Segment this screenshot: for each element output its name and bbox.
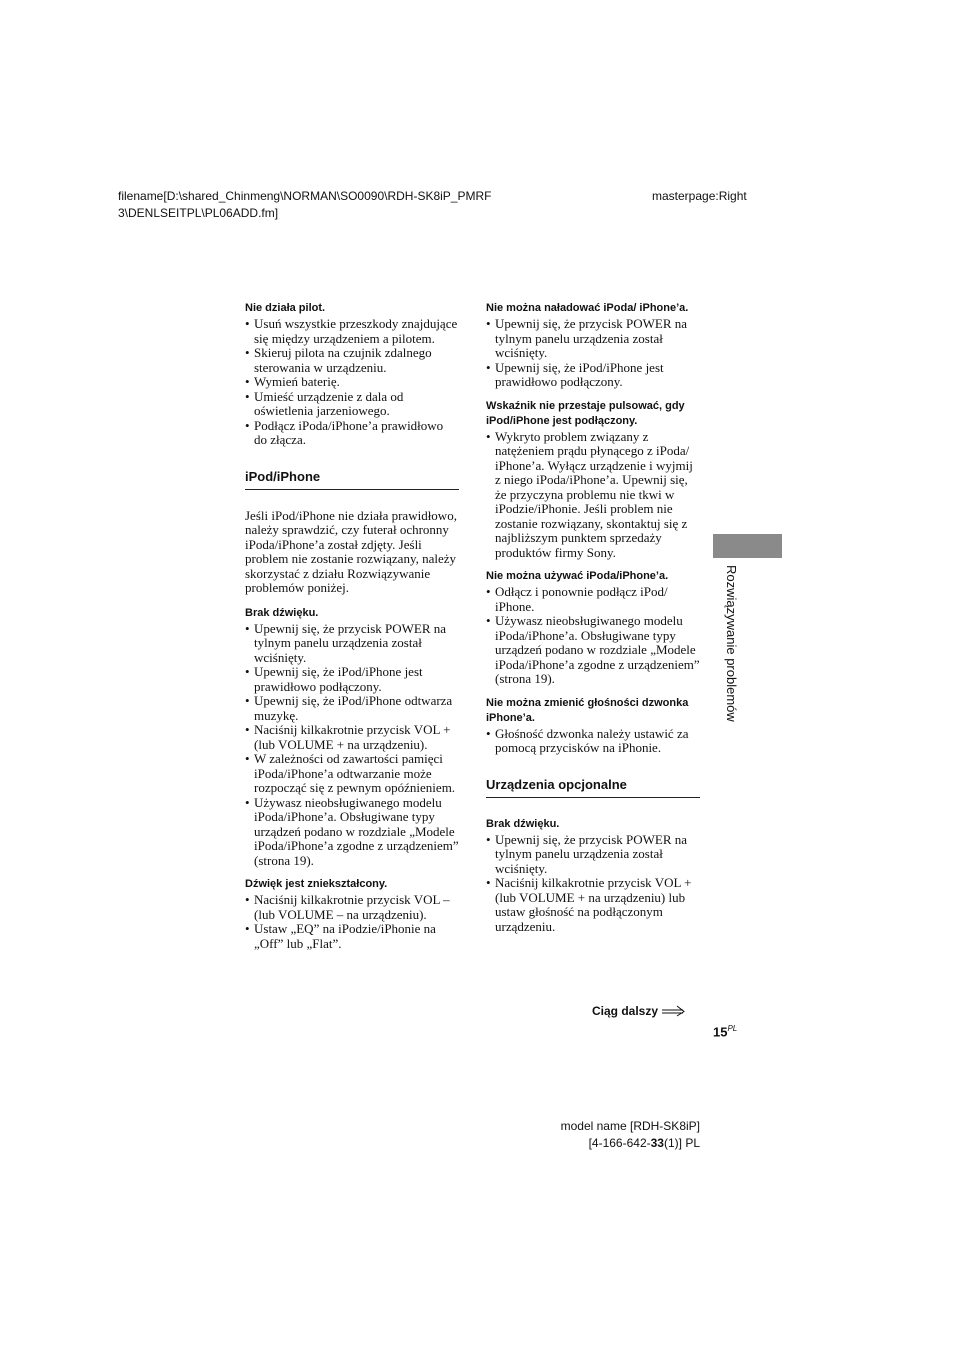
list-item: • Odłącz i ponownie podłącz iPod/ iPhone. xyxy=(486,585,700,614)
question-no-sound: Brak dźwięku. xyxy=(245,606,319,619)
question-cannot-use: Nie można używać iPoda/iPhone’a. xyxy=(486,570,669,582)
list-charge xyxy=(486,317,700,390)
list-item: • Ustaw „EQ” na iPodzie/iPhonie na „Off” lub „Flat”. xyxy=(245,922,459,951)
list-cannot-use xyxy=(486,585,700,687)
question-distorted: Dźwięk jest zniekształcony. xyxy=(245,878,388,890)
right-column xyxy=(486,301,700,943)
list-item: • Wymień baterię. xyxy=(245,375,459,390)
list-item: • W zależności od zawartości pamięci iPoda/iPhone’a odtwarzanie może rozpocząć się z pewnym opóźnieniem. xyxy=(245,752,459,796)
list-item: • Naciśnij kilkakrotnie przycisk VOL + (lub VOLUME + na urządzeniu) lub ustaw głośność na podłączonym urządzeniu. xyxy=(486,876,700,934)
continued-label: Ciąg dalszy xyxy=(592,1004,659,1018)
side-tab-label: Rozwiązywanie problemów xyxy=(724,565,739,722)
intro-paragraph: Jeśli iPod/iPhone nie działa prawidłowo, należy sprawdzić, czy futerał ochronny iPoda/iPhone’a został zdjęty. Jeśli problem nie zostanie rozwiązany, należy skorzystać z działu Rozwiązywanie problemów poniżej. xyxy=(245,507,457,595)
footer-code-prefix: [4-166-642- xyxy=(588,1136,651,1150)
list-item: • Upewnij się, że przycisk POWER na tylnym panelu urządzenia został wciśnięty. xyxy=(245,622,459,666)
header-filename xyxy=(118,188,578,222)
list-item: • Wykryto problem związany z natężeniem prądu płynącego z iPoda/ iPhone’a. Wyłącz urządzenie i wyjmij z niego iPoda/iPhone’a. Upewnij się, że przyczyna problemu nie tkwi w iPodzie/iPhonie. Jeśli problem nie zostanie rozwiązany, skontaktuj się z najbliższym punktem sprzedaży produktów firmy Sony. xyxy=(486,430,700,561)
footer-model: model name [RDH-SK8iP] xyxy=(560,1119,700,1133)
page-number xyxy=(713,1024,737,1039)
header-masterpage: masterpage:Right xyxy=(652,189,747,203)
footer-code-bold: 33 xyxy=(650,1136,664,1150)
list-item: • Upewnij się, że przycisk POWER na tylnym panelu urządzenia został wciśnięty. xyxy=(486,833,700,877)
list-distorted xyxy=(245,893,459,951)
list-item: • Używasz nieobsługiwanego modelu iPoda/iPhone’a. Obsługiwane typy urządzeń podano w rozdziale „Modele iPoda/iPhone’a zgodne z urządzeniem” (strona 19). xyxy=(245,796,459,869)
header-filename-line1: filename[D:\shared_Chinmeng\NORMAN\SO0090\RDH-SK8iP_PMRF xyxy=(118,189,492,203)
list-remote xyxy=(245,317,459,448)
list-item: • Skieruj pilota na czujnik zdalnego sterowania w urządzeniu. xyxy=(245,346,459,375)
list-item: • Umieść urządzenie z dala od oświetlenia jarzeniowego. xyxy=(245,390,459,419)
left-column xyxy=(245,301,459,960)
question-indicator: Wskaźnik nie przestaje pulsować, gdy iPod/iPhone jest podłączony. xyxy=(486,399,685,427)
arrow-right-icon xyxy=(662,1005,686,1017)
header-filename-line2: 3\DENLSEITPL\PL06ADD.fm] xyxy=(118,206,279,220)
footer xyxy=(561,1118,700,1152)
question-charge: Nie można naładować iPoda/ iPhone’a. xyxy=(486,302,689,314)
section-title-optional: Urządzenia opcjonalne xyxy=(486,777,700,798)
side-tab-marker xyxy=(713,534,782,558)
list-item: • Upewnij się, że iPod/iPhone jest prawidłowo podłączony. xyxy=(245,665,459,694)
list-item: • Upewnij się, że iPod/iPhone odtwarza muzykę. xyxy=(245,694,459,723)
list-optional-no-sound xyxy=(486,833,700,935)
footer-code-suffix: (1)] PL xyxy=(663,1136,700,1150)
list-item: • Głośność dzwonka należy ustawić za pomocą przycisków na iPhonie. xyxy=(486,727,700,756)
list-item: • Naciśnij kilkakrotnie przycisk VOL + (lub VOLUME + na urządzeniu). xyxy=(245,723,459,752)
list-ringer xyxy=(486,727,700,756)
list-item: • Używasz nieobsługiwanego modelu iPoda/iPhone’a. Obsługiwane typy urządzeń podano w rozdziale „Modele iPoda/iPhone’a zgodne z urządzeniem” (strona 19). xyxy=(486,614,700,687)
list-item: • Podłącz iPoda/iPhone’a prawidłowo do złącza. xyxy=(245,419,459,448)
list-indicator xyxy=(486,430,700,561)
continued-note xyxy=(592,1003,686,1019)
list-item: • Naciśnij kilkakrotnie przycisk VOL – (lub VOLUME – na urządzeniu). xyxy=(245,893,459,922)
question-optional-no-sound: Brak dźwięku. xyxy=(486,817,560,830)
page-lang: PL xyxy=(727,1024,738,1033)
list-item: • Usuń wszystkie przeszkody znajdujące się między urządzeniem a pilotem. xyxy=(245,317,459,346)
section-title-ipod: iPod/iPhone xyxy=(245,469,459,490)
list-item: • Upewnij się, że iPod/iPhone jest prawidłowo podłączony. xyxy=(486,361,700,390)
question-remote: Nie działa pilot. xyxy=(245,302,326,314)
page-number-value: 15 xyxy=(713,1024,728,1040)
list-no-sound xyxy=(245,622,459,869)
list-item: • Upewnij się, że przycisk POWER na tylnym panelu urządzenia został wciśnięty. xyxy=(486,317,700,361)
footer-code xyxy=(561,1135,700,1152)
question-ringer: Nie można zmienić głośności dzwonka iPhone’a. xyxy=(486,696,689,724)
